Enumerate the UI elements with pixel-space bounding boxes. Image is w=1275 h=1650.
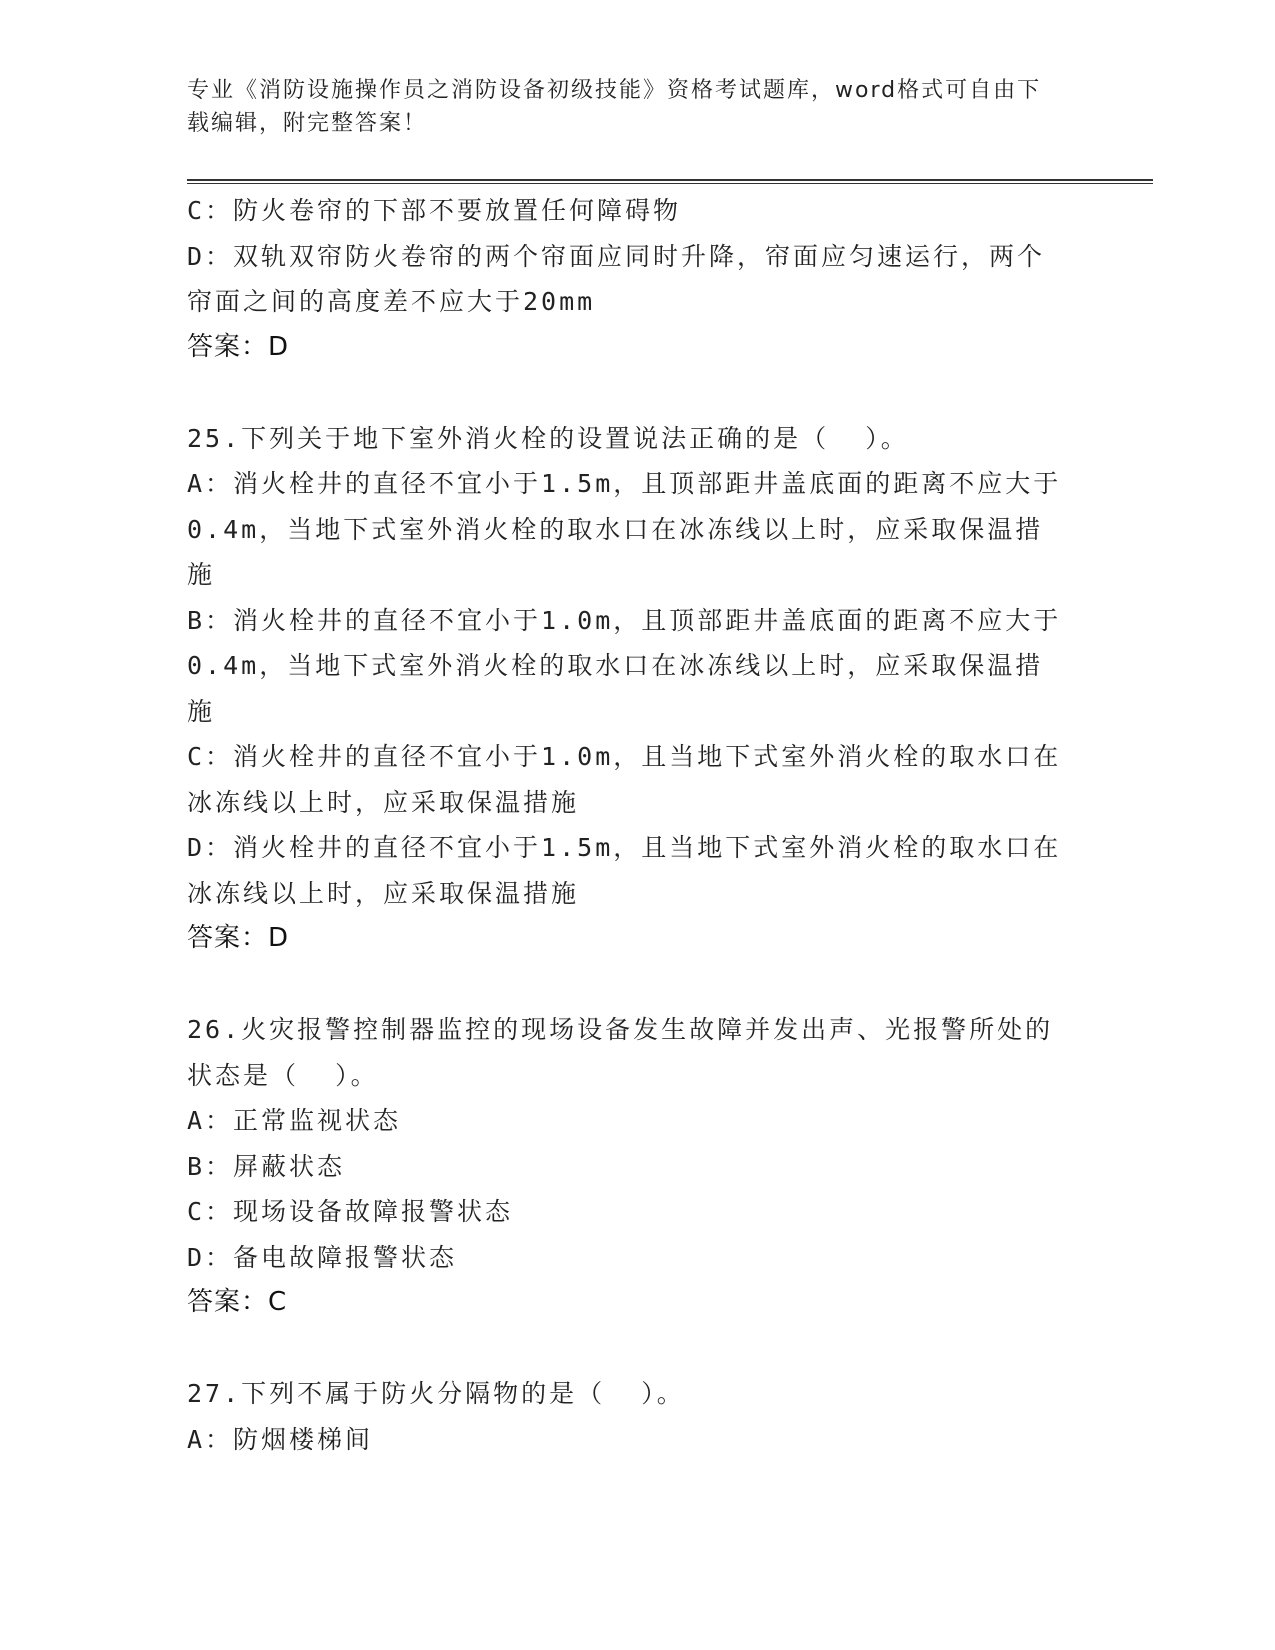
q26-option-d: D：备电故障报警状态 xyxy=(187,1242,458,1272)
q24-option-d-line-2: 帘面之间的高度差不应大于20mm xyxy=(187,287,596,316)
header-divider-thin xyxy=(187,183,1153,184)
q25-option-b-line-3: 施 xyxy=(187,696,216,726)
q25-option-a-line-2: 0.4m，当地下式室外消火栓的取水口在冰冻线以上时，应采取保温措 xyxy=(187,514,1044,544)
question-26 xyxy=(187,1007,1087,1326)
spacer xyxy=(187,370,1087,416)
q27-question: 27.下列不属于防火分隔物的是（ ）。 xyxy=(187,1379,685,1408)
q26-option-c: C：现场设备故障报警状态 xyxy=(187,1197,514,1226)
q26-question-line-2: 状态是（ ）。 xyxy=(187,1060,379,1090)
header-line-1: 专业《消防设施操作员之消防设备初级技能》资格考试题库，word格式可自由下 xyxy=(187,78,1042,103)
q25-option-a-line-1: A：消火栓井的直径不宜小于1.5m，且顶部距井盖底面的距离不应大于 xyxy=(187,469,1062,498)
question-25 xyxy=(187,416,1087,962)
q26-answer: 答案：C xyxy=(187,1287,288,1317)
document-header xyxy=(187,74,1067,140)
q25-option-c-line-2: 冰冻线以上时，应采取保温措施 xyxy=(187,787,580,817)
q24-answer: 答案：D xyxy=(187,331,290,362)
q25-option-c-line-1: C：消火栓井的直径不宜小于1.0m，且当地下式室外消火栓的取水口在 xyxy=(187,742,1062,771)
q26-option-b: B：屏蔽状态 xyxy=(187,1151,346,1181)
question-24 xyxy=(187,188,1087,370)
q24-option-d-line-1: D：双轨双帘防火卷帘的两个帘面应同时升降，帘面应匀速运行，两个 xyxy=(187,241,1046,271)
spacer xyxy=(187,1326,1087,1372)
q25-option-b-line-2: 0.4m，当地下式室外消火栓的取水口在冰冻线以上时，应采取保温措 xyxy=(187,651,1044,680)
spacer xyxy=(187,962,1087,1008)
question-27 xyxy=(187,1371,1087,1462)
q25-question: 25.下列关于地下室外消火栓的设置说法正确的是（ ）。 xyxy=(187,423,909,453)
q25-option-b-line-1: B：消火栓井的直径不宜小于1.0m，且顶部距井盖底面的距离不应大于 xyxy=(187,605,1062,635)
q26-option-a: A：正常监视状态 xyxy=(187,1106,402,1135)
q25-answer: 答案：D xyxy=(187,923,290,953)
header-divider-thick xyxy=(187,179,1153,181)
q24-option-c: C：防火卷帘的下部不要放置任何障碍物 xyxy=(187,196,682,225)
q26-question-line-1: 26.火灾报警控制器监控的现场设备发生故障并发出声、光报警所处的 xyxy=(187,1015,1054,1044)
header-line-2: 载编辑，附完整答案！ xyxy=(187,111,428,136)
q27-option-a: A：防烟楼梯间 xyxy=(187,1424,374,1454)
q25-option-d-line-2: 冰冻线以上时，应采取保温措施 xyxy=(187,878,580,908)
q25-option-d-line-1: D：消火栓井的直径不宜小于1.5m，且当地下式室外消火栓的取水口在 xyxy=(187,833,1062,862)
question-list xyxy=(187,188,1087,1462)
q25-option-a-line-3: 施 xyxy=(187,560,216,589)
